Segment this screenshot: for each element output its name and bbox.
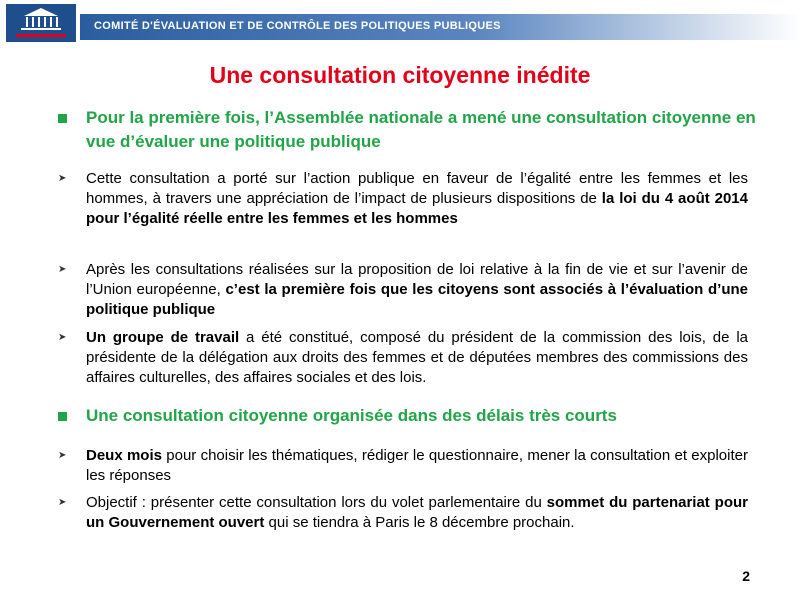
header	[0, 0, 800, 48]
text-run: qui se tiendra à Paris le 8 décembre prochain.	[264, 514, 575, 531]
square-bullet-icon	[58, 114, 67, 123]
header-banner	[80, 14, 800, 40]
list-item	[58, 328, 748, 388]
list-item	[58, 260, 748, 320]
text-run: Objectif : présenter cette consultation lors du volet parlementaire du	[86, 494, 547, 511]
square-bullet-icon	[58, 412, 67, 421]
item-text	[86, 169, 748, 229]
item-text	[86, 493, 748, 533]
arrow-bullet-icon: ➤	[58, 450, 67, 461]
banner-text: COMITÉ D'ÉVALUATION ET DE CONTRÔLE DES POLITIQUES PUBLIQUES	[94, 20, 501, 32]
item-text	[86, 328, 748, 388]
bold-run: Un groupe de travail	[86, 329, 240, 346]
bold-run: c’est la première fois que les citoyens sont associés à l’évaluation d’une politique publique	[86, 281, 748, 318]
section-heading-text: Une consultation citoyenne organisée dans des délais très courts	[86, 406, 617, 425]
item-text	[86, 446, 748, 486]
arrow-bullet-icon: ➤	[58, 332, 67, 343]
text-run: Après les consultations réalisées sur la proposition de loi relative à la fin de vie et sur l’avenir de l’Union européenne,	[86, 261, 748, 298]
text-run: pour choisir les thématiques, rédiger le questionnaire, mener la consultation et exploiter les réponses	[86, 447, 748, 484]
item-text	[86, 260, 748, 320]
text-run: a été constitué, composé du président de la commission des lois, de la présidente de la délégation aux droits des femmes et de députées membres des commissions des affaires culturelles, des affaires sociales et des lois.	[86, 329, 749, 386]
slide-title: Une consultation citoyenne inédite	[209, 62, 591, 88]
list-item	[58, 169, 748, 229]
bold-run: Deux mois	[86, 447, 162, 464]
bold-run: sommet du partenariat pour un Gouvernement ouvert	[86, 494, 748, 531]
arrow-bullet-icon: ➤	[58, 173, 67, 184]
bold-run: la loi du 4 août 2014 pour l’égalité réelle entre les femmes et les hommes	[86, 190, 748, 227]
arrow-bullet-icon: ➤	[58, 497, 67, 508]
page-number: 2	[742, 568, 750, 584]
text-run: Cette consultation a porté sur l’action publique en faveur de l’égalité entre les femmes et les hommes, à travers une appréciation de l’impact de plusieurs dispositions de	[86, 170, 748, 207]
section-heading-text: Pour la première fois, l’Assemblée nationale a mené une consultation citoyenne en vue d’évaluer une politique publique	[86, 108, 756, 151]
arrow-bullet-icon: ➤	[58, 264, 67, 275]
assemblee-logo	[6, 4, 76, 42]
list-item	[58, 493, 748, 533]
list-item	[58, 446, 748, 486]
